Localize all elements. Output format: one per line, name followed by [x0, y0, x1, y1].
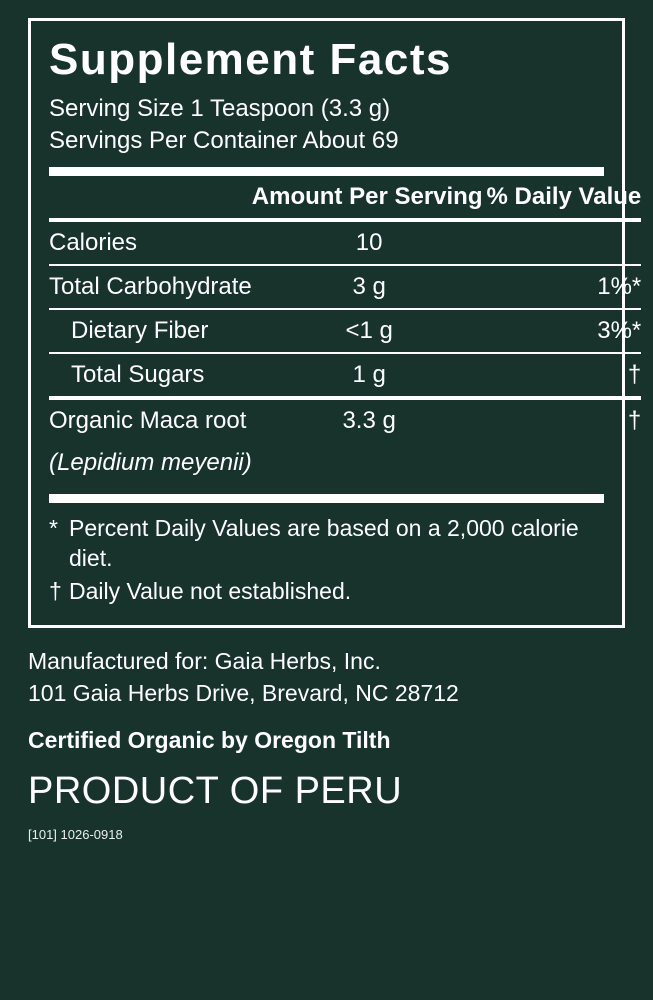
panel-title: Supplement Facts: [49, 35, 452, 84]
ingredient-amount: 3.3 g: [252, 398, 487, 442]
ingredient-daily-value: †: [487, 398, 642, 442]
table-row: [49, 309, 641, 353]
footnote: [49, 513, 604, 575]
manufacturer-info: [28, 646, 625, 842]
row-name: Dietary Fiber: [49, 309, 252, 353]
supplement-facts-panel: [28, 18, 642, 628]
header-daily-value: % Daily Value: [486, 182, 642, 210]
header-blank: [49, 176, 252, 220]
certification-text: Certified Organic by Oregon Tilth: [28, 727, 391, 754]
ingredient-latin-row: [49, 442, 641, 484]
ingredient-latin-name: (Lepidium meyenii): [49, 448, 252, 476]
row-daily-value: 3%*: [487, 309, 642, 353]
row-amount: 10: [252, 220, 487, 265]
footnote-text: Percent Daily Values are based on a 2,000 calorie diet.: [69, 514, 579, 572]
nutrition-table: [49, 176, 641, 484]
table-row: [49, 220, 641, 265]
divider-thick-top: [49, 167, 604, 176]
footnote-mark: †: [49, 578, 62, 605]
divider-thick-bottom: [49, 494, 604, 503]
table-row: [49, 353, 641, 398]
manufactured-for: Manufactured for: Gaia Herbs, Inc.: [28, 647, 381, 674]
ingredient-name: Organic Maca root: [49, 398, 252, 442]
ingredient-row: [49, 398, 641, 442]
row-name: Total Carbohydrate: [49, 265, 252, 309]
table-header-row: [49, 176, 641, 220]
lot-code: [101] 1026-0918: [28, 827, 123, 843]
row-daily-value: †: [487, 353, 642, 398]
footnotes: [49, 513, 604, 607]
product-origin: PRODUCT OF PERU: [28, 770, 403, 813]
header-amount-per-serving: Amount Per Serving: [251, 182, 483, 210]
row-name: Calories: [49, 220, 252, 265]
serving-size: Serving Size 1 Teaspoon (3.3 g): [49, 95, 391, 123]
row-daily-value: [487, 220, 642, 265]
servings-per-container: Servings Per Container About 69: [49, 126, 399, 154]
footnote-mark: *: [49, 514, 58, 541]
row-amount: 1 g: [252, 353, 487, 398]
manufacturer-address: 101 Gaia Herbs Drive, Brevard, NC 28712: [28, 679, 459, 706]
row-amount: 3 g: [252, 265, 487, 309]
row-amount: <1 g: [252, 309, 487, 353]
row-daily-value: 1%*: [487, 265, 642, 309]
table-row: [49, 265, 641, 309]
row-name: Total Sugars: [49, 353, 252, 398]
footnote: [49, 576, 604, 607]
footnote-text: Daily Value not established.: [69, 578, 352, 605]
